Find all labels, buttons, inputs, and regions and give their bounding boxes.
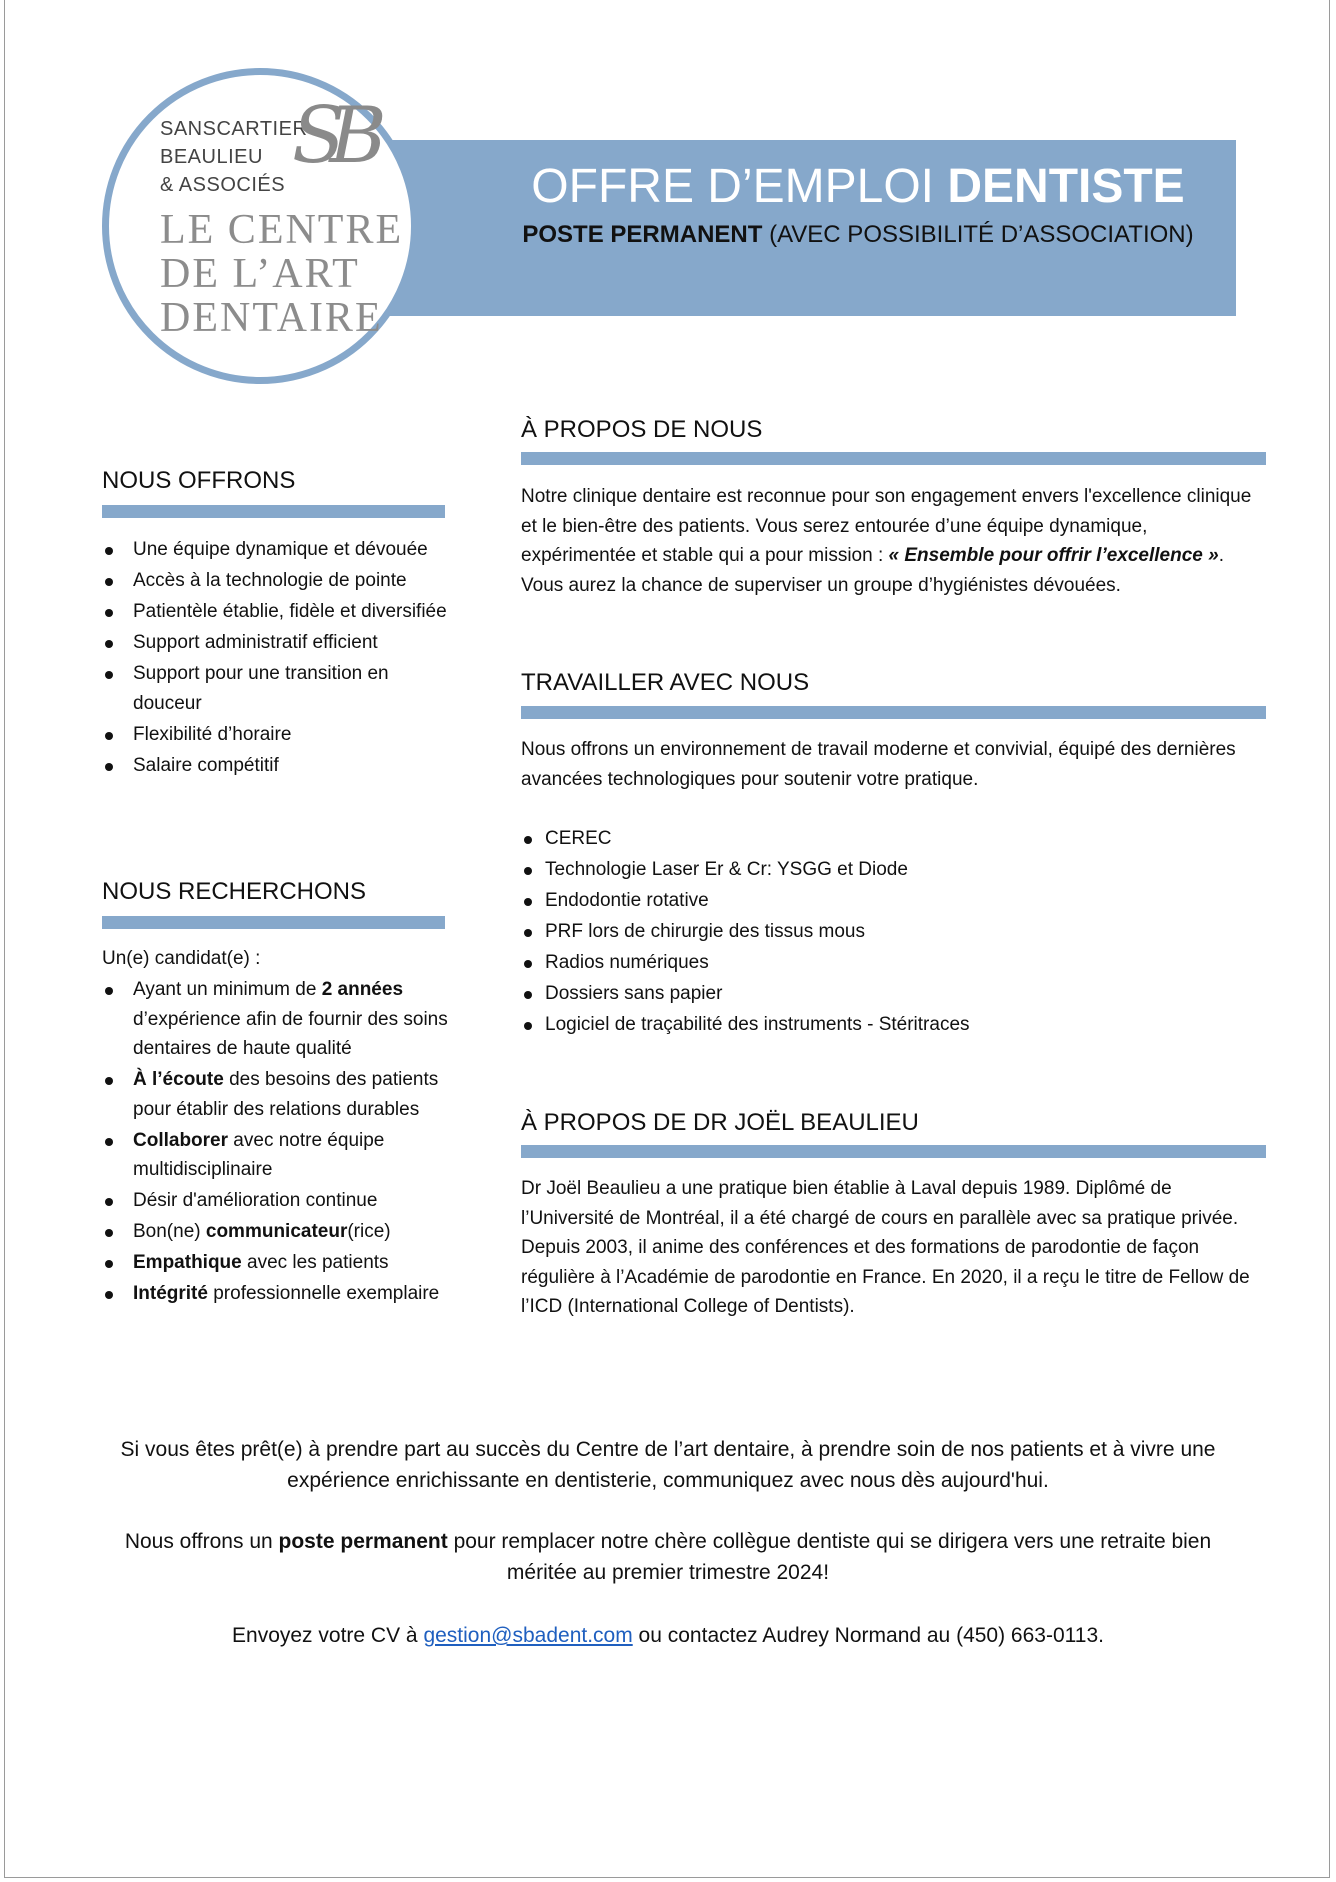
list-item: Radios numériques: [521, 948, 1266, 978]
list-item: Logiciel de traçabilité des instruments - Stéritraces: [521, 1010, 1266, 1040]
section-divider: [521, 1145, 1266, 1158]
list-item: PRF lors de chirurgie des tissus mous: [521, 917, 1266, 947]
list-item: Ayant un minimum de 2 années d’expérience afin de fournir des soins dentaires de haute qualité: [102, 975, 452, 1064]
section-title-travailler: TRAVAILLER AVEC NOUS: [521, 669, 810, 696]
section-title-docteur: À PROPOS DE DR JOËL BEAULIEU: [521, 1109, 919, 1136]
list-item: Une équipe dynamique et dévouée: [102, 535, 462, 565]
section-title-offrons: NOUS OFFRONS: [102, 467, 296, 494]
list-item: Intégrité professionnelle exemplaire: [102, 1279, 452, 1309]
footer-invitation: Si vous êtes prêt(e) à prendre part au succès du Centre de l’art dentaire, à prendre soin de nos patients et à vivre une expérience enrichissante en dentisterie, communiquez avec nous dès aujourd'hui.: [120, 1438, 1216, 1492]
list-item: Accès à la technologie de pointe: [102, 566, 462, 596]
list-item: Dossiers sans papier: [521, 979, 1266, 1009]
page-subtitle: POSTE PERMANENT (AVEC POSSIBILITÉ D’ASSOCIATION): [522, 221, 1194, 248]
section-divider: [521, 452, 1266, 465]
list-item: Technologie Laser Er & Cr: YSGG et Diode: [521, 855, 1266, 885]
list-item: Bon(ne) communicateur(rice): [102, 1217, 452, 1247]
list-item: Salaire compétitif: [102, 751, 462, 781]
list-item: Empathique avec les patients: [102, 1248, 452, 1278]
list-item: Collaborer avec notre équipe multidisciplinaire: [102, 1126, 452, 1185]
section-title-recherchons: NOUS RECHERCHONS: [102, 878, 367, 905]
list-item: À l’écoute des besoins des patients pour établir des relations durables: [102, 1065, 452, 1124]
travailler-text: Nous offrons un environnement de travail moderne et convivial, équipé des dernières avancées technologiques pour soutenir votre pratique.: [521, 739, 1236, 790]
list-item: Support administratif efficient: [102, 628, 462, 658]
list-item: Patientèle établie, fidèle et diversifiée: [102, 597, 462, 627]
logo-centre-name: LE CENTRE DE L’ART DENTAIRE: [160, 207, 404, 341]
section-divider: [102, 916, 445, 929]
section-divider: [102, 505, 445, 518]
list-item: Support pour une transition en douceur: [102, 659, 462, 718]
logo-company-name: SANSCARTIER BEAULIEU & ASSOCIÉS: [160, 118, 308, 196]
list-item: Endodontie rotative: [521, 886, 1266, 916]
docteur-bio: Dr Joël Beaulieu a une pratique bien établie à Laval depuis 1989. Diplômé de l’Université de Montréal, il a été chargé de cours en parallèle avec sa pratique privée. Depuis 2003, il anime des conférences et des formations de parodontie de façon régulière à l’Académie de parodontie en France. En 2020, il a reçu le titre de Fellow de l’ICD (International College of Dentists).: [521, 1178, 1250, 1317]
apropos-text: Notre clinique dentaire est reconnue pour son engagement envers l'excellence clinique et le bien-être des patients. Vous serez entourée d’une équipe dynamique, expérimentée et stable qui a pour mission : « Ensemble pour offrir l’excellence ». Vous aurez la chance de superviser un groupe d’hygiénistes dévouées.: [521, 486, 1252, 596]
technologies-list: [521, 824, 1266, 1041]
list-item: Désir d'amélioration continue: [102, 1186, 452, 1216]
list-item: Flexibilité d’horaire: [102, 720, 462, 750]
section-title-apropos: À PROPOS DE NOUS: [521, 416, 763, 443]
list-item: CEREC: [521, 824, 1266, 854]
email-link[interactable]: gestion@sbadent.com: [423, 1624, 633, 1647]
offrons-list: [102, 535, 462, 782]
page-title: OFFRE D’EMPLOI DENTISTE: [531, 160, 1185, 213]
section-divider: [521, 706, 1266, 719]
recherchons-intro: Un(e) candidat(e) :: [102, 948, 261, 969]
logo-monogram: SB: [292, 91, 371, 181]
recherchons-list: [102, 975, 452, 1310]
footer-offer: Nous offrons un poste permanent pour remplacer notre chère collègue dentiste qui se dirigera vers une retraite bien méritée au premier trimestre 2024!: [124, 1530, 1212, 1584]
footer-contact: Envoyez votre CV à gestion@sbadent.com ou contactez Audrey Normand au (450) 663-0113.: [232, 1624, 1104, 1647]
